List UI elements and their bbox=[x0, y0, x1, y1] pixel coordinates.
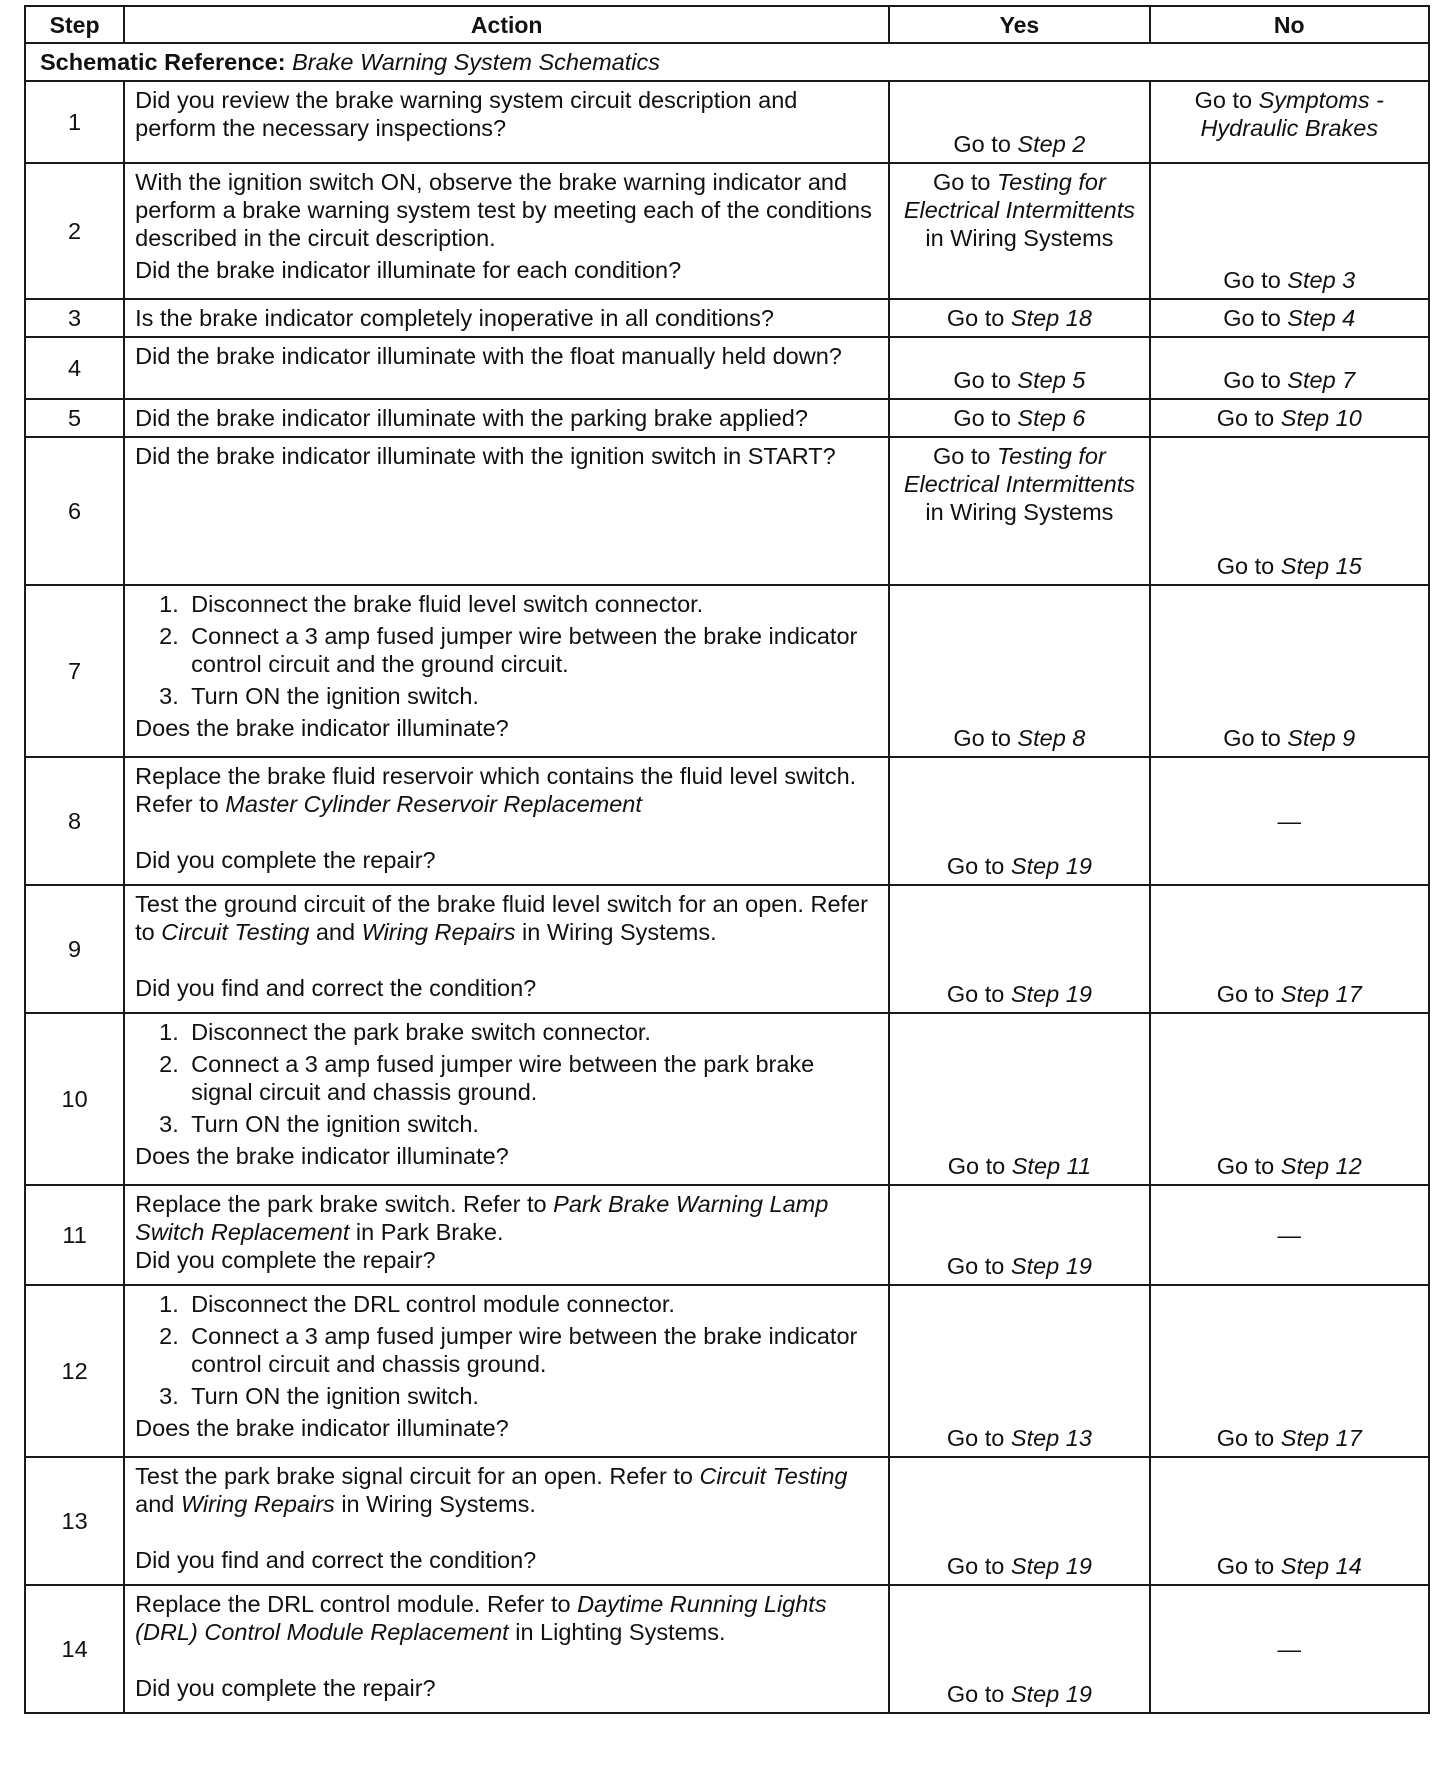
action-question: Does the brake indicator illuminate? bbox=[135, 1143, 509, 1169]
no-cell bbox=[1150, 585, 1429, 757]
no-cell bbox=[1150, 337, 1429, 399]
schematic-label: Schematic Reference: bbox=[40, 49, 286, 75]
action-question: Does the brake indicator illuminate? bbox=[135, 1415, 509, 1441]
yes-cell bbox=[889, 757, 1149, 885]
action-question: Did you complete the repair? bbox=[135, 1247, 436, 1273]
no-result: Go to Step 17 bbox=[1216, 1425, 1362, 1451]
no-cell bbox=[1150, 399, 1429, 437]
action-link: Daytime Running Lights (DRL) Control Module Replacement bbox=[135, 1591, 827, 1645]
table-row bbox=[25, 299, 1429, 337]
action-text: Did you review the brake warning system circuit description and perform the necessary inspections? bbox=[135, 87, 798, 141]
no-result: Go to Symptoms - Hydraulic Brakes bbox=[1194, 87, 1384, 141]
no-result: Go to Step 3 bbox=[1223, 267, 1356, 293]
no-dash: — bbox=[1277, 1636, 1302, 1662]
action-text: Is the brake indicator completely inoperative in all conditions? bbox=[135, 305, 774, 331]
yes-cell bbox=[889, 885, 1149, 1013]
header-no: No bbox=[1150, 6, 1429, 43]
table-row bbox=[25, 1285, 1429, 1457]
no-cell bbox=[1150, 163, 1429, 299]
no-cell bbox=[1150, 81, 1429, 163]
no-result: Go to Step 15 bbox=[1216, 553, 1362, 579]
yes-cell bbox=[889, 1457, 1149, 1585]
yes-result: Go to Step 19 bbox=[946, 1253, 1092, 1279]
action-cell bbox=[124, 885, 889, 1013]
list-item: 1. Disconnect the brake fluid level switch connector. bbox=[159, 591, 704, 617]
no-result: Go to Step 9 bbox=[1223, 725, 1356, 751]
action-cell bbox=[124, 585, 889, 757]
step-number: 8 bbox=[25, 757, 124, 885]
list-item: 1. Disconnect the park brake switch connector. bbox=[159, 1019, 651, 1045]
yes-cell bbox=[889, 399, 1149, 437]
action-cell bbox=[124, 399, 889, 437]
step-number: 5 bbox=[25, 399, 124, 437]
action-cell bbox=[124, 437, 889, 585]
instruction-list bbox=[135, 590, 878, 710]
action-text: Test the park brake signal circuit for an open. Refer to Circuit Testing and Wiring Repairs in Wiring Systems. bbox=[135, 1463, 848, 1517]
yes-cell bbox=[889, 1185, 1149, 1285]
action-link: Master Cylinder Reservoir Replacement bbox=[225, 791, 642, 817]
step-number: 12 bbox=[25, 1285, 124, 1457]
no-result: Go to Step 14 bbox=[1216, 1553, 1362, 1579]
action-question: Did the brake indicator illuminate for each condition? bbox=[135, 257, 682, 283]
list-item: 3. Turn ON the ignition switch. bbox=[159, 683, 479, 709]
action-text: With the ignition switch ON, observe the brake warning indicator and perform a brake warning system test by meeting each of the conditions described in the circuit description. bbox=[135, 169, 872, 251]
list-item: 3. Turn ON the ignition switch. bbox=[159, 1111, 479, 1137]
no-cell bbox=[1150, 1013, 1429, 1185]
no-cell bbox=[1150, 1285, 1429, 1457]
action-cell bbox=[124, 163, 889, 299]
step-number: 11 bbox=[25, 1185, 124, 1285]
yes-result: Go to Step 18 bbox=[946, 305, 1092, 331]
yes-result: Go to Step 6 bbox=[953, 405, 1086, 431]
step-number: 9 bbox=[25, 885, 124, 1013]
action-text: Test the ground circuit of the brake fluid level switch for an open. Refer to Circuit Testing and Wiring Repairs in Wiring Systems. bbox=[135, 891, 868, 945]
no-cell bbox=[1150, 757, 1429, 885]
action-text: Did the brake indicator illuminate with the float manually held down? bbox=[135, 343, 842, 369]
table-row bbox=[25, 885, 1429, 1013]
action-cell bbox=[124, 757, 889, 885]
no-dash: — bbox=[1277, 808, 1302, 834]
header-step: Step bbox=[25, 6, 124, 43]
yes-result: Go to Step 19 bbox=[946, 853, 1092, 879]
yes-cell bbox=[889, 1013, 1149, 1185]
yes-cell bbox=[889, 337, 1149, 399]
action-text: Did the brake indicator illuminate with the parking brake applied? bbox=[135, 405, 808, 431]
step-number: 10 bbox=[25, 1013, 124, 1185]
action-cell bbox=[124, 1285, 889, 1457]
yes-result: Go to Step 13 bbox=[946, 1425, 1092, 1451]
no-result: Go to Step 10 bbox=[1216, 405, 1362, 431]
no-cell bbox=[1150, 1185, 1429, 1285]
table-row bbox=[25, 399, 1429, 437]
action-cell bbox=[124, 1585, 889, 1713]
header-row bbox=[25, 6, 1429, 43]
yes-result: Go to Step 2 bbox=[953, 131, 1086, 157]
header-yes: Yes bbox=[889, 6, 1149, 43]
action-question: Does the brake indicator illuminate? bbox=[135, 715, 509, 741]
table-row bbox=[25, 1585, 1429, 1713]
yes-cell bbox=[889, 1285, 1149, 1457]
step-number: 1 bbox=[25, 81, 124, 163]
yes-result: Go to Step 8 bbox=[953, 725, 1086, 751]
no-cell bbox=[1150, 885, 1429, 1013]
step-number: 13 bbox=[25, 1457, 124, 1585]
yes-result: Go to Step 19 bbox=[946, 1681, 1092, 1707]
schematic-link: Brake Warning System Schematics bbox=[292, 49, 660, 75]
no-result: Go to Step 17 bbox=[1216, 981, 1362, 1007]
no-result: Go to Step 4 bbox=[1223, 305, 1356, 331]
yes-cell bbox=[889, 299, 1149, 337]
table-row bbox=[25, 757, 1429, 885]
action-cell bbox=[124, 299, 889, 337]
no-cell bbox=[1150, 437, 1429, 585]
yes-result: Go to Step 5 bbox=[953, 367, 1086, 393]
yes-cell bbox=[889, 437, 1149, 585]
diagnostic-table bbox=[24, 5, 1430, 1714]
yes-result: Go to Step 19 bbox=[946, 981, 1092, 1007]
action-cell bbox=[124, 81, 889, 163]
table-row bbox=[25, 1185, 1429, 1285]
no-result: Go to Step 7 bbox=[1223, 367, 1356, 393]
step-number: 14 bbox=[25, 1585, 124, 1713]
yes-result: Go to Testing for Electrical Intermittents in Wiring Systems bbox=[903, 443, 1135, 525]
step-number: 6 bbox=[25, 437, 124, 585]
action-cell bbox=[124, 1013, 889, 1185]
action-cell bbox=[124, 1457, 889, 1585]
list-item: 2. Connect a 3 amp fused jumper wire between the brake indicator control circuit and chassis ground. bbox=[159, 1323, 858, 1377]
yes-cell bbox=[889, 1585, 1149, 1713]
step-number: 4 bbox=[25, 337, 124, 399]
yes-cell bbox=[889, 81, 1149, 163]
table-row bbox=[25, 1013, 1429, 1185]
action-question: Did you complete the repair? bbox=[135, 1675, 436, 1701]
action-link: Park Brake Warning Lamp Switch Replacement bbox=[135, 1191, 829, 1245]
action-question: Did you complete the repair? bbox=[135, 847, 436, 873]
action-text: Replace the DRL control module. Refer to Daytime Running Lights (DRL) Control Module Replacement in Lighting Systems. bbox=[135, 1591, 827, 1645]
action-question: Did you find and correct the condition? bbox=[135, 1547, 537, 1573]
action-text: Did the brake indicator illuminate with the ignition switch in START? bbox=[135, 443, 836, 469]
list-item: 2. Connect a 3 amp fused jumper wire between the park brake signal circuit and chassis ground. bbox=[159, 1051, 815, 1105]
list-item: 1. Disconnect the DRL control module connector. bbox=[159, 1291, 675, 1317]
no-cell bbox=[1150, 299, 1429, 337]
action-question: Did you find and correct the condition? bbox=[135, 975, 537, 1001]
list-item: 3. Turn ON the ignition switch. bbox=[159, 1383, 479, 1409]
header-action: Action bbox=[124, 6, 889, 43]
table-row bbox=[25, 337, 1429, 399]
table-row bbox=[25, 1457, 1429, 1585]
schematic-row bbox=[25, 43, 1429, 81]
table-row bbox=[25, 163, 1429, 299]
no-cell bbox=[1150, 1585, 1429, 1713]
table-row bbox=[25, 81, 1429, 163]
action-text: Replace the park brake switch. Refer to Park Brake Warning Lamp Switch Replacement in Park Brake. bbox=[135, 1191, 829, 1245]
no-dash: — bbox=[1277, 1222, 1302, 1248]
list-item: 2. Connect a 3 amp fused jumper wire between the brake indicator control circuit and the ground circuit. bbox=[159, 623, 858, 677]
step-number: 3 bbox=[25, 299, 124, 337]
action-cell bbox=[124, 337, 889, 399]
step-number: 7 bbox=[25, 585, 124, 757]
yes-result: Go to Step 11 bbox=[947, 1153, 1092, 1179]
table-row bbox=[25, 585, 1429, 757]
instruction-list bbox=[135, 1290, 878, 1410]
schematic-reference bbox=[25, 43, 1429, 81]
action-cell bbox=[124, 1185, 889, 1285]
yes-result: Go to Testing for Electrical Intermittents in Wiring Systems bbox=[903, 169, 1135, 251]
no-result: Go to Step 12 bbox=[1216, 1153, 1362, 1179]
step-number: 2 bbox=[25, 163, 124, 299]
yes-cell bbox=[889, 585, 1149, 757]
no-cell bbox=[1150, 1457, 1429, 1585]
yes-result: Go to Step 19 bbox=[946, 1553, 1092, 1579]
yes-cell bbox=[889, 163, 1149, 299]
action-text: Replace the brake fluid reservoir which contains the fluid level switch. Refer to Master Cylinder Reservoir Replacement bbox=[135, 763, 857, 817]
table-row bbox=[25, 437, 1429, 585]
instruction-list bbox=[135, 1018, 878, 1138]
